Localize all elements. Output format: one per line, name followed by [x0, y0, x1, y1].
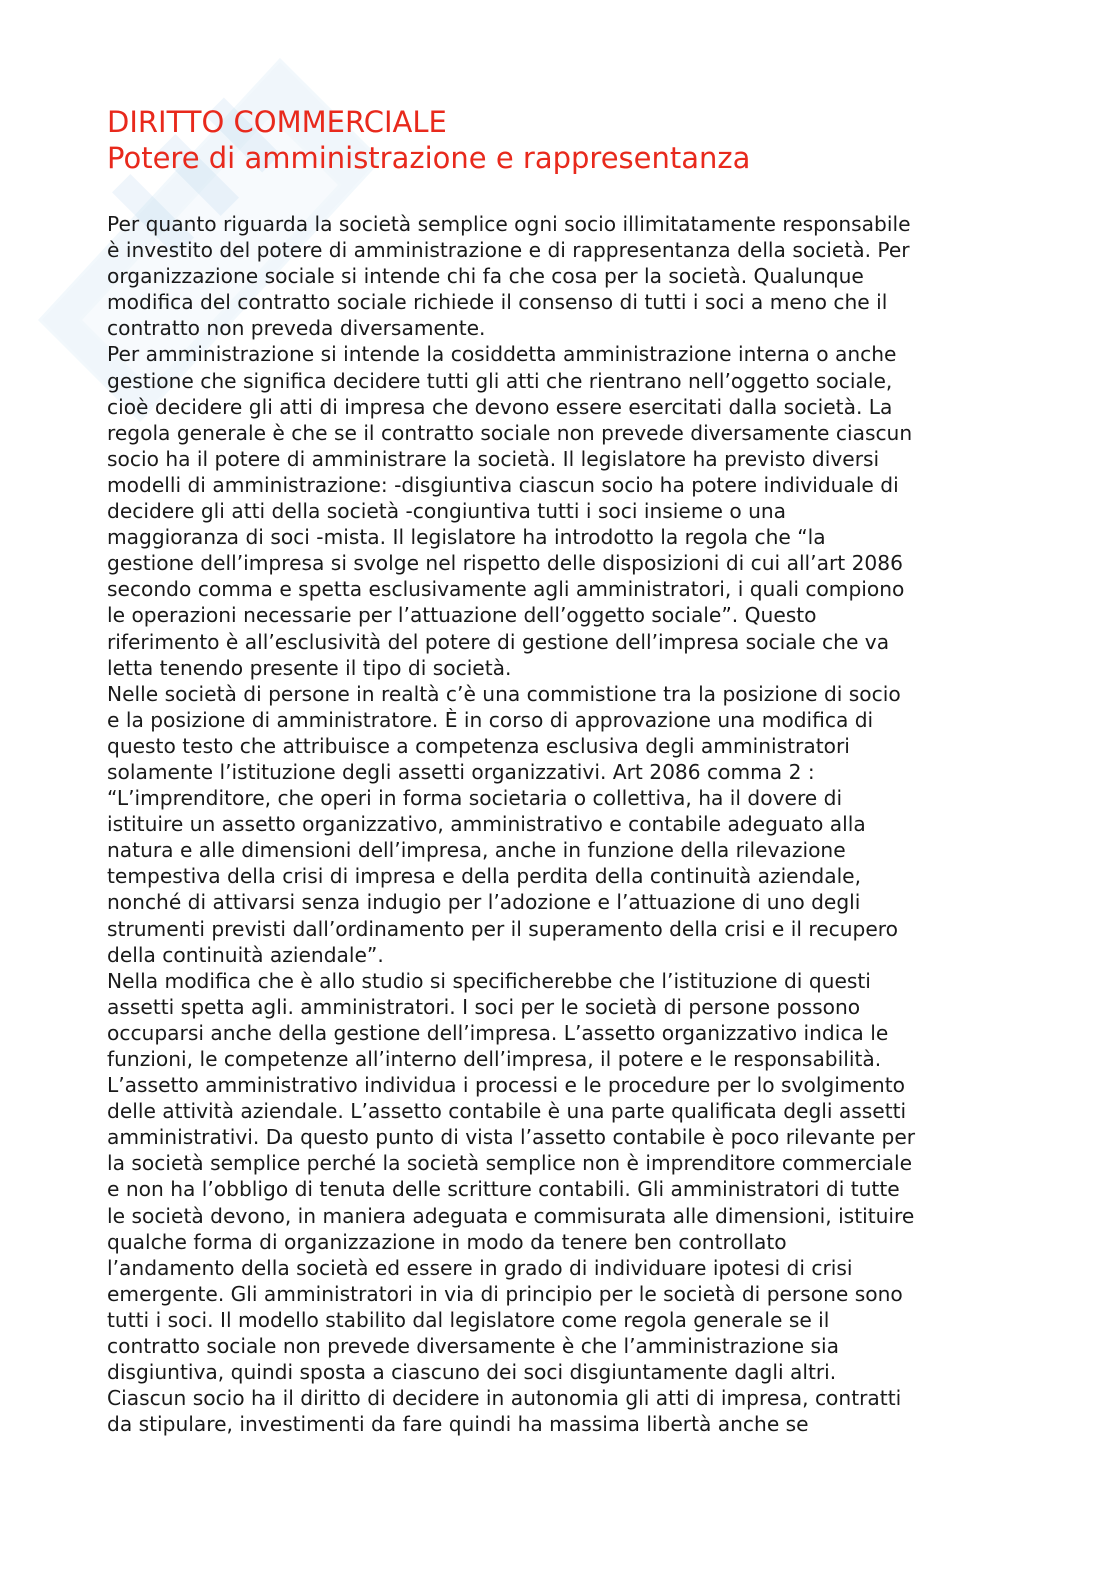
text-line: è investito del potere di amministrazione e di rappresentanza della società. Per — [107, 238, 910, 263]
text-line: natura e alle dimensioni dell’impresa, anche in funzione della rilevazione — [107, 838, 846, 863]
text-line: riferimento è all’esclusività del potere di gestione dell’impresa sociale che va — [107, 629, 890, 654]
text-line: disgiuntiva, quindi sposta a ciascuno dei soci disgiuntamente dagli altri. — [107, 1360, 837, 1385]
text-line: contratto non preveda diversamente. — [107, 316, 486, 341]
text-line: assetti spetta agli. amministratori. I soci per le società di persone possono — [107, 994, 861, 1019]
text-line: decidere gli atti della società -congiuntiva tutti i soci insieme o una — [107, 499, 787, 524]
text-line: le società devono, in maniera adeguata e commisurata alle dimensioni, istituire — [107, 1203, 915, 1228]
text-line: strumenti previsti dall’ordinamento per il superamento della crisi e il recupero — [107, 916, 898, 941]
text-line: contratto sociale non prevede diversamente è che l’amministrazione sia — [107, 1334, 839, 1359]
title-line-course: DIRITTO COMMERCIALE — [107, 105, 447, 139]
text-line: la società semplice perché la società semplice non è imprenditore commerciale — [107, 1151, 913, 1176]
title-line-topic: Potere di amministrazione e rappresentanza — [107, 141, 751, 175]
text-line: e la posizione di amministratore. È in corso di approvazione una modifica di — [107, 707, 874, 732]
text-line: occuparsi anche della gestione dell’impresa. L’assetto organizzativo indica le — [107, 1020, 889, 1045]
text-line: istituire un assetto organizzativo, amministrativo e contabile adeguato alla — [107, 812, 866, 837]
text-line: letta tenendo presente il tipo di società. — [107, 655, 512, 680]
text-line: Nelle società di persone in realtà c’è una commistione tra la posizione di socio — [107, 681, 901, 706]
text-line: tempestiva della crisi di impresa e della perdita della continuità aziendale, — [107, 864, 862, 889]
text-line: socio ha il potere di amministrare la società. Il legislatore ha previsto diversi — [107, 446, 880, 471]
text-line: regola generale è che se il contratto sociale non prevede diversamente ciascun — [107, 420, 913, 445]
text-line: modelli di amministrazione: -disgiuntiva ciascun socio ha potere individuale di — [107, 472, 899, 497]
text-line: emergente. Gli amministratori in via di principio per le società di persone sono — [107, 1281, 903, 1306]
text-line: “L’imprenditore, che operi in forma societaria o collettiva, ha il dovere di — [107, 786, 843, 811]
text-line: Per quanto riguarda la società semplice ogni socio illimitatamente responsabile — [107, 212, 911, 236]
document-body — [107, 211, 1012, 1437]
text-line: funzioni, le competenze all’interno dell’impresa, il potere e le responsabilità. — [107, 1047, 882, 1071]
text-line: Ciascun socio ha il diritto di decidere in autonomia gli atti di impresa, contratti — [107, 1386, 902, 1411]
text-line: le operazioni necessarie per l’attuazione dell’oggetto sociale”. Questo — [107, 603, 817, 628]
text-line: gestione dell’impresa si svolge nel rispetto delle disposizioni di cui all’art 2086 — [107, 551, 903, 576]
text-line: Nella modifica che è allo studio si specificherebbe che l’istituzione di questi — [107, 968, 871, 993]
text-line: tutti i soci. Il modello stabilito dal legislatore come regola generale se il — [107, 1307, 830, 1332]
text-line: organizzazione sociale si intende chi fa che cosa per la società. Qualunque — [107, 264, 864, 289]
text-line: qualche forma di organizzazione in modo da tenere ben controllato — [107, 1229, 787, 1254]
document-title — [107, 104, 1007, 176]
text-line: Per amministrazione si intende la cosiddetta amministrazione interna o anche — [107, 342, 897, 367]
text-line: nonché di attivarsi senza indugio per l’adozione e l’attuazione di uno degli — [107, 890, 861, 915]
text-line: amministrativi. Da questo punto di vista l’assetto contabile è poco rilevante per — [107, 1125, 916, 1150]
text-line: L’assetto amministrativo individua i processi e le procedure per lo svolgimento — [107, 1073, 905, 1098]
text-line: delle attività aziendale. L’assetto contabile è una parte qualificata degli assetti — [107, 1099, 907, 1124]
text-line: cioè decidere gli atti di impresa che devono essere esercitati dalla società. La — [107, 394, 893, 419]
text-line: da stipulare, investimenti da fare quindi ha massima libertà anche se — [107, 1412, 809, 1437]
text-line: solamente l’istituzione degli assetti organizzativi. Art 2086 comma 2 : — [107, 759, 815, 784]
text-line: e non ha l’obbligo di tenuta delle scritture contabili. Gli amministratori di tutte — [107, 1177, 900, 1202]
text-line: secondo comma e spetta esclusivamente agli amministratori, i quali compiono — [107, 577, 905, 602]
text-line: della continuità aziendale”. — [107, 942, 384, 967]
text-line: questo testo che attribuisce a competenza esclusiva degli amministratori — [107, 733, 850, 758]
text-line: l’andamento della società ed essere in grado di individuare ipotesi di crisi — [107, 1255, 853, 1280]
text-line: modifica del contratto sociale richiede il consenso di tutti i soci a meno che il — [107, 290, 888, 315]
text-line: maggioranza di soci -mista. Il legislatore ha introdotto la regola che “la — [107, 525, 826, 550]
text-line: gestione che significa decidere tutti gli atti che rientrano nell’oggetto sociale, — [107, 368, 893, 393]
